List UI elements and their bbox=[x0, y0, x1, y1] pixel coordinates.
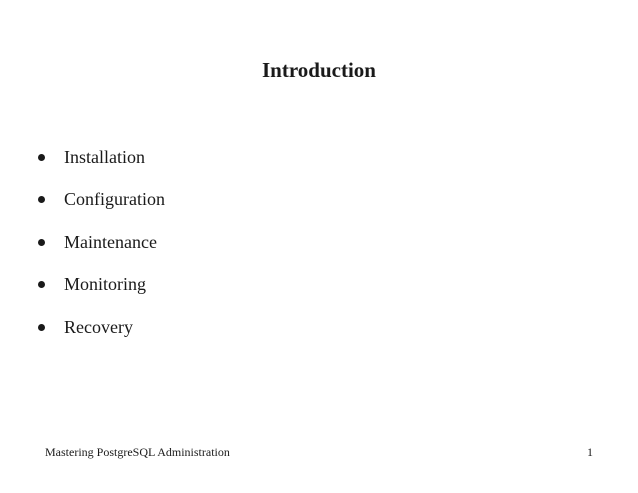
bullet-item bbox=[38, 189, 165, 211]
bullet-label: Recovery bbox=[64, 316, 133, 337]
slide-title: Introduction bbox=[262, 58, 376, 82]
bullet-dot-icon bbox=[38, 154, 45, 161]
bullet-item bbox=[38, 274, 165, 296]
bullet-label: Installation bbox=[64, 146, 145, 167]
bullet-dot-icon bbox=[38, 324, 45, 331]
footer-page-number: 1 bbox=[587, 445, 593, 459]
bullet-label: Monitoring bbox=[64, 274, 147, 294]
bullet-dot-icon bbox=[38, 239, 45, 246]
bullet-item bbox=[38, 231, 165, 253]
bullet-item bbox=[38, 146, 165, 168]
bullet-dot-icon bbox=[38, 281, 45, 288]
bullet-list bbox=[38, 146, 165, 359]
bullet-label: Maintenance bbox=[64, 231, 157, 252]
footer-presentation-title: Mastering PostgreSQL Administration bbox=[45, 445, 230, 459]
bullet-item bbox=[38, 316, 165, 338]
bullet-dot-icon bbox=[38, 196, 45, 203]
bullet-label: Configuration bbox=[64, 189, 165, 209]
